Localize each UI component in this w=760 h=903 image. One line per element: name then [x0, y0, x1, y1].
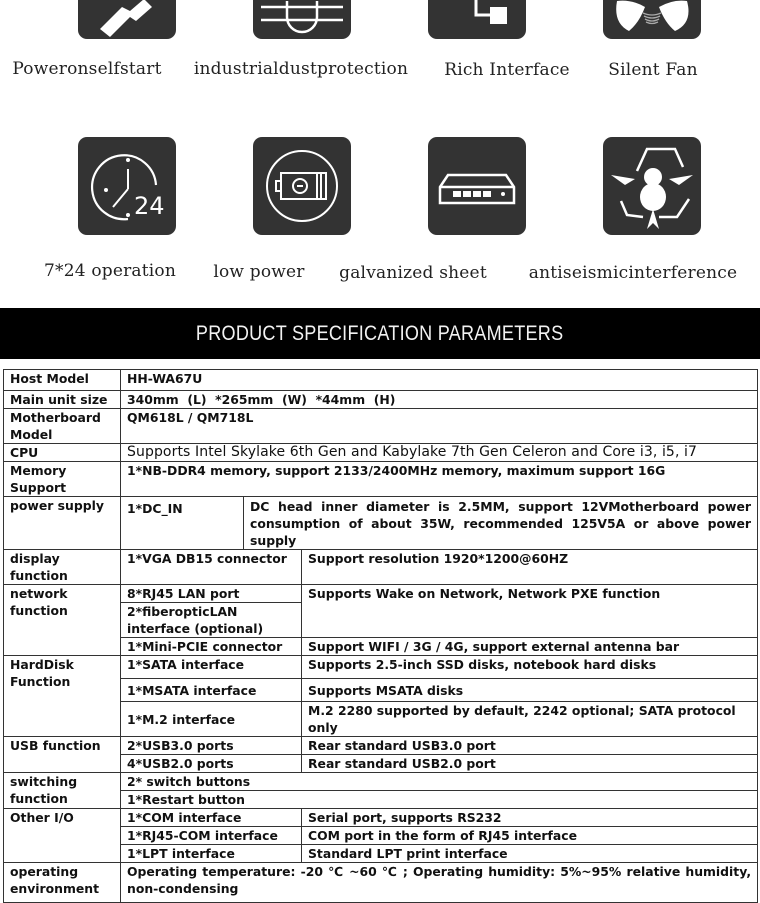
spec-desc: Supports MSATA disks — [302, 679, 758, 702]
table-row — [4, 550, 758, 585]
banner-title: PRODUCT SPECIFICATION PARAMETERS — [196, 321, 564, 345]
spec-label: network function — [4, 585, 121, 656]
spec-desc: Rear standard USB3.0 port — [302, 737, 758, 755]
spec-desc: COM port in the form of RJ45 interface — [302, 827, 758, 845]
spec-port: 1*Restart button — [121, 791, 758, 809]
table-row — [4, 656, 758, 679]
spec-desc: Supports Wake on Network, Network PXE function — [302, 585, 758, 638]
spec-label: power supply — [4, 497, 121, 550]
table-row — [4, 391, 758, 409]
spec-desc: Serial port, supports RS232 — [302, 809, 758, 827]
interface-ports-icon — [428, 0, 526, 39]
spec-label: display function — [4, 550, 121, 585]
spec-label: switching function — [4, 773, 121, 809]
spec-value: QM618L / QM718L — [121, 409, 758, 444]
spec-port: 1*MSATA interface — [121, 679, 302, 702]
spec-port: 1*SATA interface — [121, 656, 302, 679]
table-row — [4, 497, 758, 550]
spec-port: 1*Mini-PCIE connector — [121, 638, 302, 656]
spec-desc: M.2 2280 supported by default, 2242 optional; SATA protocol only — [302, 702, 758, 737]
spec-desc: Standard LPT print interface — [302, 845, 758, 863]
feature-label: 7*24 operation — [43, 261, 177, 281]
spec-label: CPU — [4, 444, 121, 462]
spec-value: Supports Intel Skylake 6th Gen and Kabylake 7th Gen Celeron and Core i3, i5, i7 — [121, 444, 758, 462]
chassis-box-icon — [428, 137, 526, 235]
spec-port: 1*VGA DB15 connector — [121, 550, 302, 585]
feature-label: Silent Fan — [608, 60, 698, 80]
table-row — [4, 444, 758, 462]
clock-24-icon — [78, 137, 176, 235]
feature-label: antiseismicinterference — [528, 263, 738, 283]
spec-label: USB function — [4, 737, 121, 773]
spec-desc: Rear standard USB2.0 port — [302, 755, 758, 773]
fan-icon — [603, 0, 701, 39]
spec-desc: Support resolution 1920*1200@60HZ — [302, 550, 758, 585]
spec-port: 2*fiberopticLAN interface (optional) — [121, 603, 302, 638]
power-plug-icon — [78, 0, 176, 39]
table-row — [4, 585, 758, 603]
spec-port: 2*USB3.0 ports — [121, 737, 302, 755]
table-row — [4, 462, 758, 497]
table-row — [4, 409, 758, 444]
spec-value — [121, 863, 758, 903]
table-row — [4, 809, 758, 827]
table-row — [4, 773, 758, 791]
spec-label: Motherboard Model — [4, 409, 121, 444]
env-line-1: Operating temperature: -20 ℃ ~60 ℃ ; Operating humidity: 5%~95% relative humidity, — [127, 864, 752, 879]
spec-label: HardDisk Function — [4, 656, 121, 737]
spec-desc: DC head inner diameter is 2.5MM, support 12VMotherboard power consumption of about 35W, recommended 125V5A or above power supply — [244, 497, 758, 550]
spec-label: Host Model — [4, 370, 121, 391]
table-row — [4, 737, 758, 755]
feature-label: galvanized sheet — [339, 263, 487, 283]
spec-port: 4*USB2.0 ports — [121, 755, 302, 773]
spec-port: 1*COM interface — [121, 809, 302, 827]
spec-value: 1*NB-DDR4 memory, support 2133/2400MHz memory, maximum support 16G — [121, 462, 758, 497]
feature-label: industrialdustprotection — [193, 59, 409, 79]
spec-port: 1*LPT interface — [121, 845, 302, 863]
spec-label: operating environment — [4, 863, 121, 903]
spec-label: Main unit size — [4, 391, 121, 409]
spec-port: 1*M.2 interface — [121, 702, 302, 737]
spec-value: 340mm (L) *265mm (W) *44mm (H) — [121, 391, 758, 409]
spec-label: Memory Support — [4, 462, 121, 497]
spec-desc: Support WIFI / 3G / 4G, support external antenna bar — [302, 638, 758, 656]
spec-port: 8*RJ45 LAN port — [121, 585, 302, 603]
spec-label: Other I/O — [4, 809, 121, 863]
feature-label: Rich Interface — [444, 60, 570, 80]
dust-filter-icon — [253, 0, 351, 39]
shock-absorb-icon — [603, 137, 701, 235]
battery-icon — [253, 137, 351, 235]
spec-port: 1*DC_IN — [121, 497, 244, 550]
spec-desc: Supports 2.5-inch SSD disks, notebook hard disks — [302, 656, 758, 679]
table-row — [4, 863, 758, 903]
spec-port: 2* switch buttons — [121, 773, 758, 791]
spec-table — [3, 369, 758, 903]
table-row — [4, 370, 758, 391]
spec-port: 1*RJ45-COM interface — [121, 827, 302, 845]
feature-label: low power — [213, 262, 305, 282]
env-line-2: non-condensing — [127, 881, 239, 896]
svg-text:24: 24 — [134, 192, 165, 220]
feature-label: Poweronselfstart — [12, 59, 162, 79]
spec-value: HH-WA67U — [121, 370, 758, 391]
section-banner — [0, 308, 760, 359]
